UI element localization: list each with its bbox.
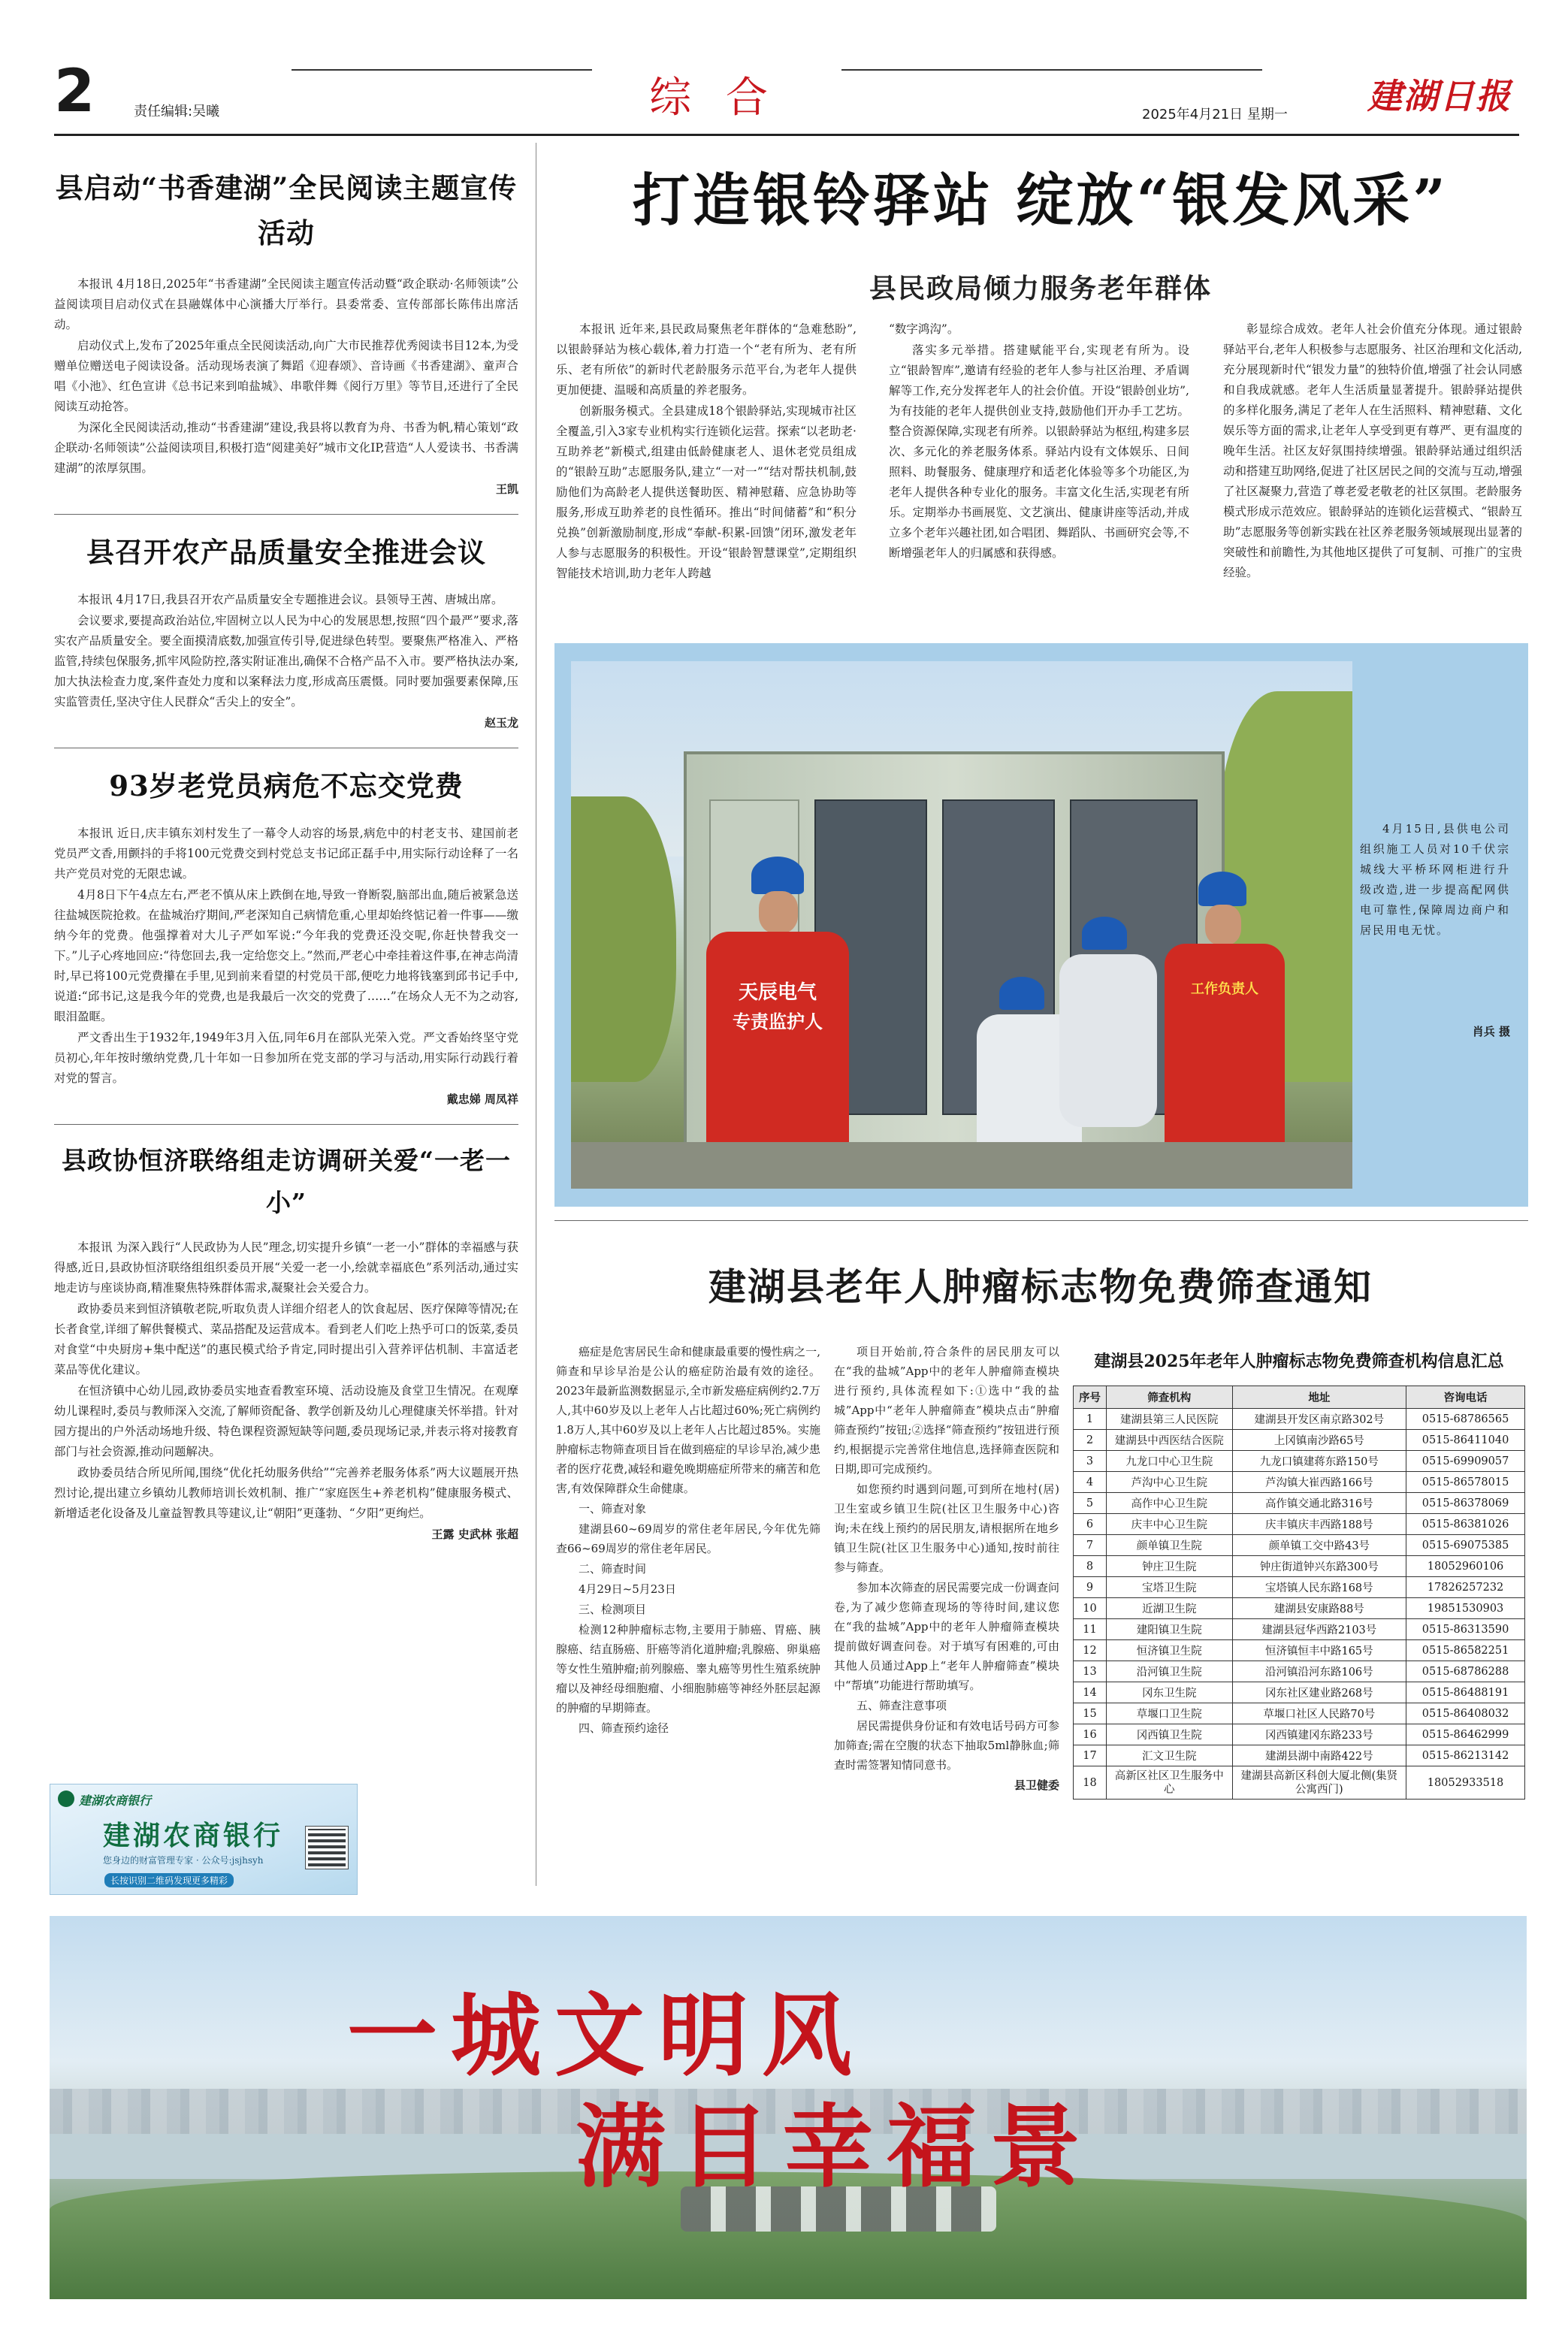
table-cell: 建湖县高新区科创大厦北侧(集贤公寓西门) [1232,1766,1406,1800]
main-subheadline: 县民政局倾力服务老年群体 [869,273,1212,304]
table-cell: 近湖卫生院 [1106,1598,1232,1619]
bank-ad-name: 建湖农商银行 [103,1820,284,1851]
safety-helmet-icon [1198,872,1246,906]
banner-slogan-line-1: 一城文明风 [347,1984,866,2089]
table-cell: 10 [1074,1598,1107,1619]
reading-paragraph: 本报讯 4月18日,2025年“书香建湖”全民阅读主题宣传活动暨“政企联动·名师领读”公益阅读项目启动仪式在县融媒体中心演播大厅举行。县委常委、宣传部部长陈伟出席活动。 [54,277,518,331]
newspaper-logo: 建湖日报 [1367,76,1512,116]
party-member-paragraph: 4月8日下午4点左右,严老不慎从床上跌倒在地,导致一脊断裂,脑部出血,随后被紧急送往盐城医院抢救。在盐城治疗期间,严老深知自己病情危重,心里却始终惦记着一件事——缴纳今年的党费。他强撑着对大儿子严如军说:“今年我的党费还没交呢,你赶快替我交一下。”儿子心疼地回应:“待您回去,我一定给您交上。”然而,严老心中牵挂着这件事,在神志尚清时,早已将100元党费攥在手里,见到前来看望的村党员干部,便吃力地将钱塞到邱书记手中,说道:“邱书记,这是我今年的党费,也是我最后一次交的党费了……”在场众人无不为之动容,眼泪盈眶。 [54,888,518,1023]
table-cell: 0515-68786565 [1406,1409,1525,1430]
header-rule-right [841,69,1262,71]
table-row [1074,1514,1525,1535]
table-row [1074,1619,1525,1640]
table-cell: 0515-86488191 [1406,1682,1525,1703]
table-cell: 14 [1074,1682,1107,1703]
table-cell: 18 [1074,1766,1107,1800]
red-vest [706,932,849,1157]
table-cell: 16 [1074,1724,1107,1745]
header-bottom-rule [54,134,1519,136]
table-cell: 庆丰中心卫生院 [1106,1514,1232,1535]
food-safety-article [54,530,518,733]
table-row [1074,1766,1525,1800]
table-cell: 0515-86582251 [1406,1640,1525,1661]
table-cell: 建湖县第三人民医院 [1106,1409,1232,1430]
section-divider [554,1220,1528,1221]
reading-article [54,165,518,499]
tree-foliage [571,796,676,1082]
worker-left [699,857,857,1189]
table-cell: 18052933518 [1406,1766,1525,1800]
bank-logo-mark [58,1790,74,1807]
main-headline: 打造银铃驿站 绽放“银发风采” [633,167,1449,234]
table-row [1074,1577,1525,1598]
worker-head [1205,905,1241,945]
table-cell: 建湖县安康路88号 [1232,1598,1406,1619]
cppcc-paragraph: 政协委员结合所见所闻,围绕“优化托幼服务供给”“完善养老服务体系”两大议题展开热烈讨论,提出建立乡镇幼儿教师培训长效机制、推广“家庭医生+养老机构”健康服务模式、新增适老化设备及儿童益智教具等建议,让“朝阳”更蓬勃、“夕阳”更绚烂。 [54,1466,518,1520]
screening-paragraph: 如您预约时遇到问题,可到所在地村(居)卫生室或乡镇卫生院(社区卫生服务中心)咨询;未在线上预约的居民朋友,请根据所在地乡镇卫生院(社区卫生服务中心)通知,按时前往参与筛查。 [834,1482,1059,1574]
screening-section-title: 四、筛查预约途径 [579,1721,669,1735]
institutions-title: 建湖县2025年老年人肿瘤标志物免费筛查机构信息汇总 [1094,1352,1504,1371]
table-cell: 宝塔卫生院 [1106,1577,1232,1598]
news-photo[interactable] [571,661,1352,1189]
table-row [1074,1598,1525,1619]
table-cell: 0515-86578015 [1406,1472,1525,1493]
worker-right [1157,872,1292,1187]
table-cell: 高新区社区卫生服务中心 [1106,1766,1232,1800]
table-cell: 0515-86378069 [1406,1493,1525,1514]
institutions-table [1073,1386,1525,1800]
table-cell: 冈东社区建业路268号 [1232,1682,1406,1703]
table-row [1074,1451,1525,1472]
reading-author: 王凯 [495,482,518,496]
screening-paragraph: 参加本次筛查的居民需要完成一份调查问卷,为了减少您筛查现场的等待时间,建议您在“我的盐城”App中的老年人肿瘤筛查模块提前做好调查问卷。对于填写有困难的,可由其他人员通过App上“老年人肿瘤筛查”模块中“帮填”功能进行帮助填写。 [834,1581,1060,1692]
table-cell: 草堰口卫生院 [1106,1703,1232,1724]
table-cell: 0515-86381026 [1406,1514,1525,1535]
vest-text-1: 天辰电气 [738,981,817,1004]
table-cell: 17826257232 [1406,1577,1525,1598]
table-cell: 0515-69075385 [1406,1535,1525,1556]
food-safety-author: 赵玉龙 [484,716,518,730]
screening-paragraph: 4月29日~5月23日 [579,1582,676,1596]
screening-col-1 [556,1342,820,1739]
table-cell: 4 [1074,1472,1107,1493]
main-col-1 [556,319,857,585]
table-cell: 11 [1074,1619,1107,1640]
main-paragraph: 本报讯 近年来,县民政局聚焦老年群体的“急难愁盼”,以银龄驿站为核心载体,着力打造一个“老有所为、老有所乐、老有所依”的新时代老龄服务示范平台,为老年人提供更加便捷、温暖和高质量的养老服务。 [556,322,857,397]
bank-ad-top: 建湖农商银行 [79,1794,152,1808]
table-header-cell: 序号 [1074,1386,1107,1409]
divider [54,1124,518,1125]
table-cell: 上冈镇南沙路65号 [1232,1430,1406,1451]
screening-section-title: 一、筛查对象 [579,1502,647,1515]
table-cell: 12 [1074,1640,1107,1661]
main-paragraph: 彰显综合成效。老年人社会价值充分体现。通过银龄驿站平台,老年人积极参与志愿服务、社区治理和文化活动,充分展现新时代“银发力量”的独特价值,增强了社会认同感和自我成就感。老年人生活质量显著提升。银龄驿站提供的多样化服务,满足了老年人在生活照料、精神慰藉、文化娱乐等方面的需求,让老年人享受到更有尊严、更有温度的晚年生活。社区友好氛围持续增强。银龄驿站通过组织活动和搭建互助网络,促进了社区居民之间的交流与互动,增强了社区凝聚力,营造了尊老爱老敬老的社区氛围。老龄服务模式形成示范效应。银龄驿站的连锁化运营模式、“银龄互助”志愿服务等创新实践在社区养老服务领域展现出显著的突破性和前瞻性,为其他地区提供了可复制、可推广的宝贵经验。 [1223,322,1522,579]
qr-code-icon[interactable] [306,1827,348,1869]
table-cell: 7 [1074,1535,1107,1556]
photo-caption [1360,819,1510,941]
table-cell: 建湖县开发区南京路302号 [1232,1409,1406,1430]
main-col-3 [1223,319,1522,584]
table-cell: 沿河镇沿河东路106号 [1232,1661,1406,1682]
screening-paragraph: 癌症是危害居民生命和健康最重要的慢性病之一,筛查和早诊早治是公认的癌症防治最有效的途径。2023年最新监测数据显示,全市新发癌症病例约2.7万人,其中60岁及以上老年人占比超过60%;死亡病例约1.8万人,其中60岁及以上老年人占比超过85%。实施肿瘤标志物筛查项目旨在做到癌症的早诊早治,减少患者的医疗花费,减轻和避免晚期癌症所带来的痛苦和危害,有效保障群众生命健康。 [556,1345,820,1495]
photo-credit: 肖兵 摄 [1472,1025,1510,1038]
table-cell: 汇文卫生院 [1106,1745,1232,1766]
table-cell: 0515-69909057 [1406,1451,1525,1472]
issue-date: 2025年4月21日 星期一 [1142,107,1288,122]
table-cell: 颜单镇卫生院 [1106,1535,1232,1556]
cppcc-headline: 县政协恒济联络组走访调研关爱“一老一小” [62,1146,511,1217]
table-cell: 庆丰镇庆丰西路188号 [1232,1514,1406,1535]
party-member-headline: 93岁老党员病危不忘交党费 [109,769,464,802]
vest-text-3: 工作负责人 [1191,981,1258,997]
table-row [1074,1493,1525,1514]
food-safety-paragraph: 会议要求,要提高政治站位,牢固树立以人民为中心的发展思想,按照“四个最严”要求,落实农产品质量安全。要全面摸清底数,加强宣传引导,促进绿色转型。要聚焦严格准入、严格监管,持续包保服务,抓牢风险防控,落实附证准出,确保不合格产品不入市。要严格执法办案,加大执法检查力度,案件查处力度和以案释法力度,形成高压震慑。同时要加强要素保障,压实监管责任,坚决守住人民群众“舌尖上的安全”。 [54,614,518,709]
header-rule-left [292,69,592,71]
worker-head [759,891,798,933]
table-cell: 宝塔镇人民东路168号 [1232,1577,1406,1598]
party-member-paragraph: 本报讯 近日,庆丰镇东刘村发生了一幕令人动容的场景,病危中的村老支书、建国前老党员严文香,用颤抖的手将100元党费交到村党总支书记邱正磊手中,用实际行动诠释了一名共产党员对党的无限忠诚。 [54,826,518,881]
table-cell: 九龙口镇建蒋东路150号 [1232,1451,1406,1472]
page-number: 2 [54,58,95,125]
food-safety-paragraph: 本报讯 4月17日,我县召开农产品质量安全专题推进会议。县领导王茜、唐城出席。 [77,593,503,606]
editor-credit: 责任编辑:吴曦 [134,104,220,119]
table-cell: 冈西镇卫生院 [1106,1724,1232,1745]
table-cell: 8 [1074,1556,1107,1577]
cppcc-paragraph: 本报讯 为深入践行“人民政协为人民”理念,切实提升乡镇“一老一小”群体的幸福感与获得感,近日,县政协恒济联络组组织委员开展“关爱一老一小,绘就幸福底色”系列活动,通过实地走访与座谈协商,精准聚焦特殊群体需求,凝聚社会关爱合力。 [54,1240,518,1295]
table-cell: 建阳镇卫生院 [1106,1619,1232,1640]
table-cell: 芦沟中心卫生院 [1106,1472,1232,1493]
banner-slogan-line-2: 满目幸福景 [576,2096,1094,2200]
table-cell: 钟庄卫生院 [1106,1556,1232,1577]
table-cell: 建湖县中西医结合医院 [1106,1430,1232,1451]
table-row [1074,1661,1525,1682]
table-cell: 5 [1074,1493,1107,1514]
table-cell: 建湖县湖中南路422号 [1232,1745,1406,1766]
table-cell: 6 [1074,1514,1107,1535]
cppcc-paragraph: 政协委员来到恒济镇敬老院,听取负责人详细介绍老人的饮食起居、医疗保障等情况;在长者食堂,详细了解供餐模式、菜品搭配及运营成本。看到老人们吃上热乎可口的饭菜,委员对食堂“中央厨房+集中配送”的惠民模式给予肯定,同时提出引入营养评估机制、丰富适老菜品等优化建议。 [54,1302,518,1376]
screening-paragraph: 居民需提供身份证和有效电话号码方可参加筛查;需在空腹的状态下抽取5ml静脉血;筛查时需签署知情同意书。 [834,1719,1060,1772]
screening-paragraph: 检测12种肿瘤标志物,主要用于肺癌、胃癌、胰腺癌、结直肠癌、肝癌等消化道肿瘤;乳腺癌、卵巢癌等女性生殖肿瘤;前列腺癌、睾丸癌等男性生殖系统肿瘤以及神经母细胞瘤、小细胞肺癌等神经外胚层起源的肿瘤的早期筛查。 [556,1623,820,1715]
screening-section-title: 三、检测项目 [579,1603,647,1616]
worker-body [1059,954,1157,1127]
table-cell: 九龙口中心卫生院 [1106,1451,1232,1472]
red-vest [1165,944,1285,1154]
reading-headline: 县启动“书香建湖”全民阅读主题宣传活动 [55,171,518,249]
divider [54,514,518,515]
table-cell: 2 [1074,1430,1107,1451]
bank-ad-sub: 您身边的财富管理专家 · 公众号:jsjhsyh [103,1855,264,1866]
cppcc-article [54,1140,518,1544]
table-header-row [1074,1386,1525,1409]
safety-helmet-icon [999,977,1044,1010]
table-header-cell: 地址 [1232,1386,1406,1409]
section-title: 综 合 [649,74,778,122]
table-cell: 0515-86462999 [1406,1724,1525,1745]
main-paragraph: “数字鸿沟”。 [889,322,959,336]
table-cell: 草堰口社区人民路70号 [1232,1703,1406,1724]
table-row [1074,1430,1525,1451]
vest-text-2: 专责监护人 [733,1011,823,1032]
screening-headline: 建湖县老年人肿瘤标志物免费筛查通知 [708,1265,1373,1309]
table-cell: 颜单镇工交中路43号 [1232,1535,1406,1556]
screening-section-title: 二、筛查时间 [579,1562,647,1576]
table-row [1074,1703,1525,1724]
cppcc-author: 王露 史武林 张超 [431,1528,518,1541]
bottom-banner [50,1916,1527,2299]
table-row [1074,1724,1525,1745]
table-row [1074,1409,1525,1430]
table-cell: 0515-86408032 [1406,1703,1525,1724]
table-cell: 0515-68786288 [1406,1661,1525,1682]
table-row [1074,1682,1525,1703]
table-header-cell: 筛查机构 [1106,1386,1232,1409]
table-cell: 0515-86313590 [1406,1619,1525,1640]
table-cell: 冈西镇建冈东路233号 [1232,1724,1406,1745]
main-paragraph: 创新服务模式。全县建成18个银龄驿站,实现城市社区全覆盖,引入3家专业机构实行连锁化运营。探索“以老助老·互助养老”新模式,组建由低龄健康老人、退休老党员组成的“银龄互助”志愿服务队,建立“一对一”“结对帮扶机制,鼓励他们为高龄老人提供送餐助医、精神慰藉、应急协助等服务,形成互助养老的良性循环。推出“时间储蓄”和“积分兑换”创新激励制度,形成“奉献-积累-回馈”闭环,激发老年人参与志愿服务的积极性。开设“银龄智慧课堂”,定期组织智能技术培训,助力老年人跨越 [556,404,857,580]
bank-ad-slogan: 长按识别二维码发现更多精彩 [104,1873,234,1887]
safety-helmet-icon [1082,917,1127,950]
left-column [54,150,518,1544]
party-member-author: 戴忠娣 周凤祥 [446,1092,518,1106]
bank-advertisement[interactable] [50,1784,358,1895]
table-cell: 1 [1074,1409,1107,1430]
table-cell: 0515-86213142 [1406,1745,1525,1766]
screening-paragraph: 建湖县60~69周岁的常住老年居民,今年优先筛查66~69周岁的常住老年居民。 [556,1522,820,1555]
table-cell: 0515-86411040 [1406,1430,1525,1451]
institutions-table-block [1073,1346,1525,1800]
party-member-paragraph: 严文香出生于1932年,1949年3月入伍,同年6月在部队光荣入党。严文香始终坚守党员初心,年年按时缴纳党费,几十年如一日参加所在党支部的学习与活动,用实际行动践行着对党的誓言。 [54,1031,518,1085]
main-paragraph: 落实多元举措。搭建赋能平台,实现老有所为。设立“银龄智库”,邀请有经验的老年人参与社区治理、矛盾调解等工作,充分发挥老年人的社会价值。开设“银龄创业坊”,为有技能的老年人提供创业支持,鼓励他们开办手工艺坊。整合资源保障,实现老有所养。以银龄驿站为枢纽,构建多层次、多元化的养老服务体系。驿站内设有文体娱乐、日间照料、助餐服务、健康理疗和适老化体验等多个功能区,为老年人提供各种专业化的服务。丰富文化生活,实现老有所乐。定期举办书画展览、文艺演出、健康讲座等活动,并成立多个老年兴趣社团,如合唱团、舞蹈队、书画研究会等,不断增强老年人的归属感和获得感。 [889,343,1189,560]
table-row [1074,1745,1525,1766]
reading-paragraph: 启动仪式上,发布了2025年重点全民阅读活动,向广大市民推荐优秀阅读书目12本,为受赠单位赠送电子阅读设备。活动现场表演了舞蹈《迎春颂》、音诗画《书香建湖》、童声合唱《小池》、红色宣讲《总书记来到咱盐城》、串歌伴舞《阅行万里》等节目,还进行了全民阅读互动抢答。 [54,339,518,413]
table-cell: 冈东卫生院 [1106,1682,1232,1703]
table-cell: 高作镇交通北路316号 [1232,1493,1406,1514]
table-cell: 17 [1074,1745,1107,1766]
party-member-article [54,763,518,1109]
table-cell: 芦沟镇大崔西路166号 [1232,1472,1406,1493]
food-safety-headline: 县召开农产品质量安全推进会议 [86,536,486,569]
table-cell: 建湖县冠华西路2103号 [1232,1619,1406,1640]
table-cell: 沿河镇卫生院 [1106,1661,1232,1682]
main-col-2 [889,319,1189,564]
table-row [1074,1472,1525,1493]
ground [571,1142,1352,1189]
table-cell: 13 [1074,1661,1107,1682]
table-cell: 19851530903 [1406,1598,1525,1619]
table-cell: 9 [1074,1577,1107,1598]
table-cell: 恒济镇恒丰中路165号 [1232,1640,1406,1661]
screening-paragraph: 项目开始前,符合条件的居民朋友可以在“我的盐城”App中的老年人肿瘤筛查模块进行预约,具体流程如下:①选中“我的盐城”App中“老年人肿瘤筛查”模块点击“肿瘤筛查预约”按钮;②选择“筛查预约”按钮进行预约,根据提示完善常住地信息,选择筛查医院和日期,即可完成预约。 [834,1345,1059,1476]
table-row [1074,1535,1525,1556]
worker-center [1052,917,1165,1142]
table-cell: 3 [1074,1451,1107,1472]
screening-author: 县卫健委 [1014,1778,1059,1792]
table-cell: 18052960106 [1406,1556,1525,1577]
screening-col-2 [834,1342,1059,1795]
table-body [1074,1409,1525,1800]
table-row [1074,1556,1525,1577]
photo-caption-text: 4月15日,县供电公司组织施工人员对10千伏宗城线大平桥环网柜进行升级改造,进一步提高配网供电可靠性,保障周边商户和居民用电无忧。 [1360,822,1510,937]
table-header-cell: 咨询电话 [1406,1386,1525,1409]
table-cell: 钟庄街道钟兴东路300号 [1232,1556,1406,1577]
table-cell: 恒济镇卫生院 [1106,1640,1232,1661]
screening-section-title: 五、筛查注意事项 [857,1699,947,1712]
cppcc-paragraph: 在恒济镇中心幼儿园,政协委员实地查看教室环境、活动设施及食堂卫生情况。在观摩幼儿课程时,委员与教师深入交流,了解师资配备、教学创新及幼儿心理健康关怀举措。针对园方提出的户外活动场地升级、特色课程资源短缺等问题,委员现场记录,并表示将对接教育部门与社会资源,推动问题解决。 [54,1384,518,1458]
table-cell: 高作中心卫生院 [1106,1493,1232,1514]
reading-paragraph: 为深化全民阅读活动,推动“书香建湖”建设,我县将以教育为舟、书香为帆,精心策划“政企联动·名师领读”公益阅读项目,积极打造“阅建美好”城市文化IP,营造“人人爱读书、书香满建湖”的浓厚氛围。 [54,421,518,475]
safety-helmet-icon [751,857,804,894]
table-cell: 15 [1074,1703,1107,1724]
table-row [1074,1640,1525,1661]
